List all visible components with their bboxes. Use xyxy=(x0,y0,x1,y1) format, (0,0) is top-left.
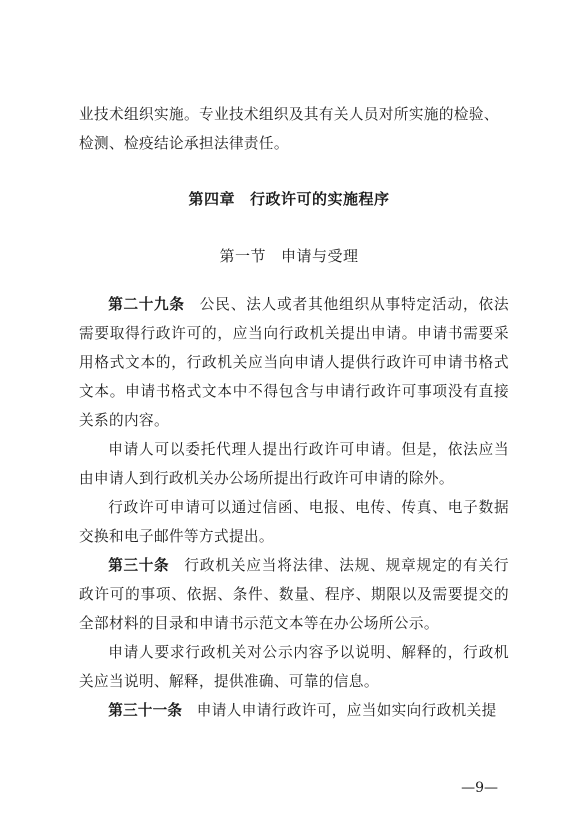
article-text: 行政机关应当将法律、法规、规章规定的有关行政许可的事项、依据、条件、数量、程序、期限以及需要提交的全部材料的目录和申请书示范文本等在办公场所公示。 xyxy=(79,557,509,632)
article-29-paragraph-3 xyxy=(79,493,509,551)
chapter-heading xyxy=(0,188,578,209)
section-number: 第一节 xyxy=(219,247,266,265)
chapter-number: 第四章 xyxy=(188,190,235,208)
continuation-line-1: 业技术组织实施。专业技术组织及其有关人员对所实施的检验、 xyxy=(79,106,499,123)
article-29-paragraph xyxy=(79,290,509,435)
page-number: —9— xyxy=(461,780,498,796)
article-text: 申请人要求行政机关对公示内容予以说明、解释的，行政机关应当说明、解释，提供准确、可靠的信息。 xyxy=(79,644,509,690)
article-29-paragraph-2 xyxy=(79,435,509,493)
article-31-paragraph xyxy=(79,696,509,725)
article-30-paragraph-2 xyxy=(79,638,509,696)
article-text: 申请人可以委托代理人提出行政许可申请。但是，依法应当由申请人到行政机关办公场所提出行政许可申请的除外。 xyxy=(79,441,509,487)
article-text: 公民、法人或者其他组织从事特定活动，依法需要取得行政许可的，应当向行政机关提出申请。申请书需要采用格式文本的，行政机关应当向申请人提供行政许可申请书格式文本。申请书格式文本中不得包含与申请行政许可事项没有直接关系的内容。 xyxy=(79,296,509,429)
article-text: 行政许可申请可以通过信函、电报、电传、传真、电子数据交换和电子邮件等方式提出。 xyxy=(79,499,509,545)
article-number: 第三十条 xyxy=(108,557,170,574)
continuation-line-2: 检测、检疫结论承担法律责任。 xyxy=(79,135,289,152)
article-text: 申请人申请行政许可，应当如实向行政机关提 xyxy=(196,702,497,719)
article-number: 第三十一条 xyxy=(108,702,183,719)
article-30-paragraph xyxy=(79,551,509,638)
continuation-paragraph xyxy=(79,100,509,158)
chapter-title: 行政许可的实施程序 xyxy=(250,190,390,208)
article-number: 第二十九条 xyxy=(108,296,185,313)
section-title: 申请与受理 xyxy=(281,247,359,265)
section-heading xyxy=(0,245,578,266)
body-text xyxy=(79,290,509,725)
